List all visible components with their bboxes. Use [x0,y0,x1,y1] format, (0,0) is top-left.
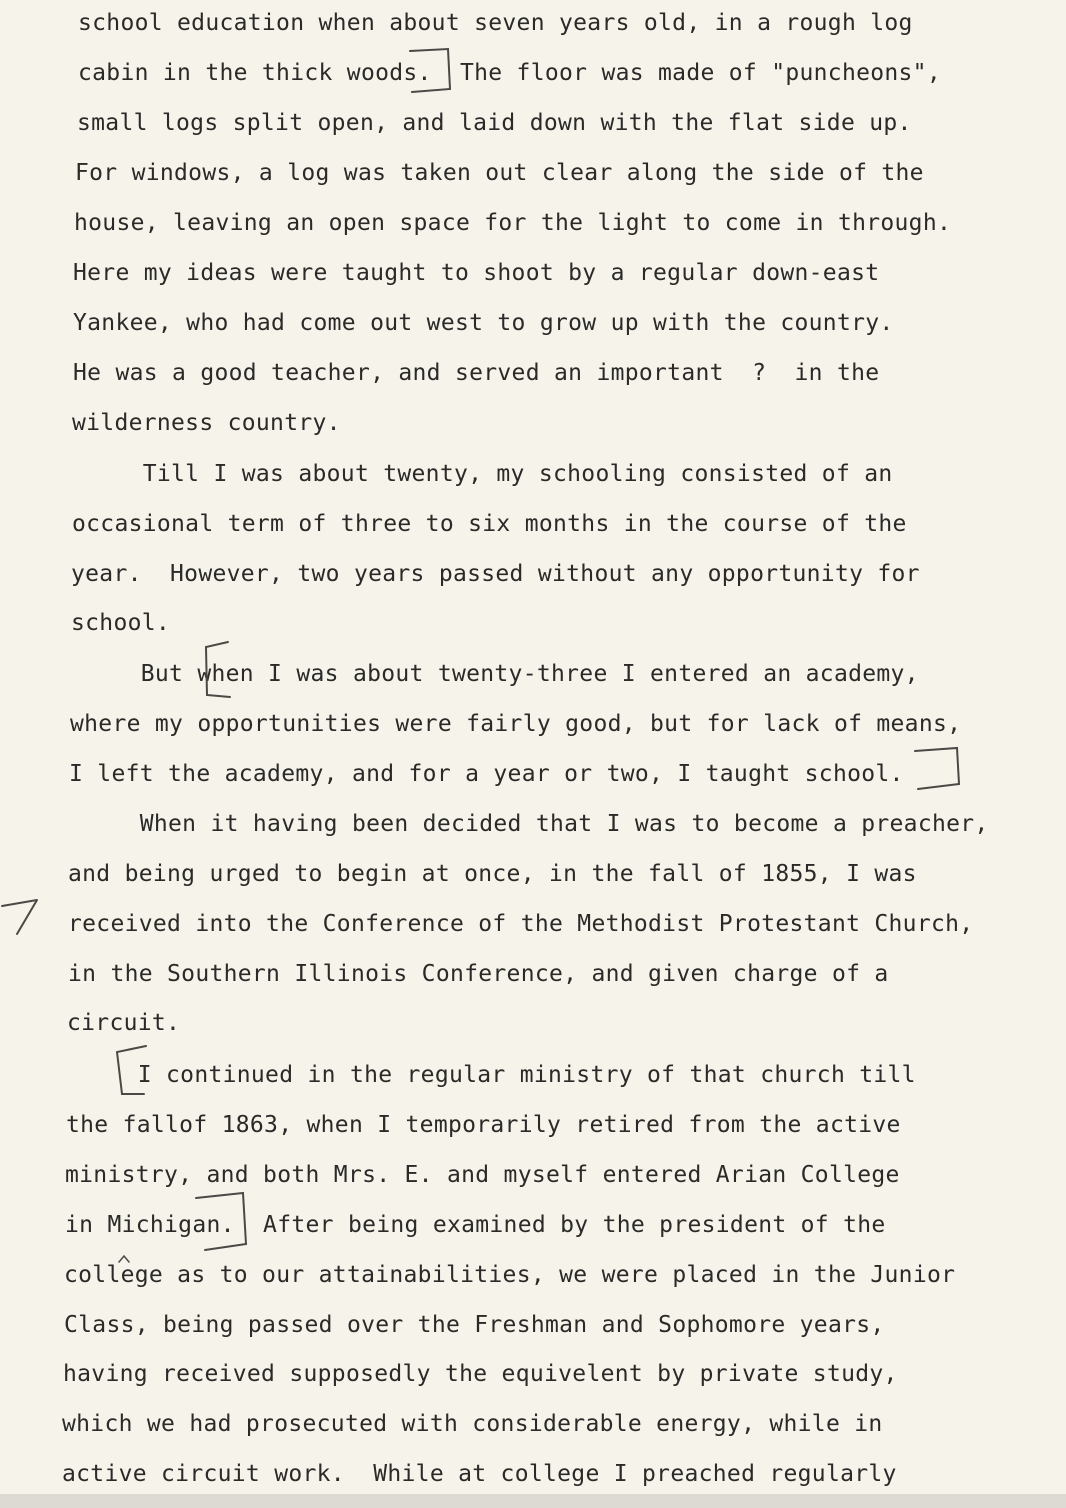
text-line: For windows, a log was taken out clear along the side of the [75,160,924,186]
text-line: and being urged to begin at once, in the fall of 1855, I was [68,861,917,887]
text-line: school education when about seven years old, in a rough log [78,10,913,36]
arrow-mark [2,900,37,934]
text-line: When it having been decided that I was to become a preacher, [69,811,989,837]
text-line: He was a good teacher, and served an important ? in the [73,360,880,386]
text-line: Here my ideas were taught to shoot by a regular down-east [73,260,880,286]
text-line: wilderness country. [72,410,341,436]
text-line: in Michigan. After being examined by the president of the [65,1212,886,1238]
text-line: which we had prosecuted with considerable energy, while in [62,1411,883,1437]
text-line: occasional term of three to six months in the course of the [72,511,907,537]
text-line: But when I was about twenty-three I entered an academy, [70,661,919,687]
text-line: in the Southern Illinois Conference, and given charge of a [68,961,889,987]
text-line: Class, being passed over the Freshman and Sophomore years, [64,1312,885,1338]
text-line: cabin in the thick woods. The floor was made of "puncheons", [78,60,941,86]
text-line: circuit. [67,1010,181,1036]
text-line: school. [71,610,171,636]
text-line: I continued in the regular ministry of that church till [67,1062,916,1088]
text-line: where my opportunities were fairly good, but for lack of means, [70,711,962,737]
text-line: small logs split open, and laid down with the flat side up. [77,110,912,136]
page-bottom-edge [0,1494,1066,1508]
text-line: year. However, two years passed without any opportunity for [71,561,920,587]
text-line: having received supposedly the equivelent by private study, [63,1361,898,1387]
text-line: the fallof 1863, when I temporarily retired from the active [66,1112,901,1138]
text-line: Yankee, who had come out west to grow up with the country. [73,310,894,336]
closing-bracket-mark [915,748,959,789]
text-line: active circuit work. While at college I preached regularly [62,1461,897,1487]
text-line: I left the academy, and for a year or two, I taught school. [69,761,904,787]
text-line: received into the Conference of the Methodist Protestant Church, [68,911,974,937]
text-line: house, leaving an open space for the light to come in through. [74,210,952,236]
text-line: college as to our attainabilities, we were placed in the Junior [64,1262,956,1288]
text-line: ministry, and both Mrs. E. and myself entered Arian College [65,1162,900,1188]
text-line: Till I was about twenty, my schooling consisted of an [72,461,893,487]
